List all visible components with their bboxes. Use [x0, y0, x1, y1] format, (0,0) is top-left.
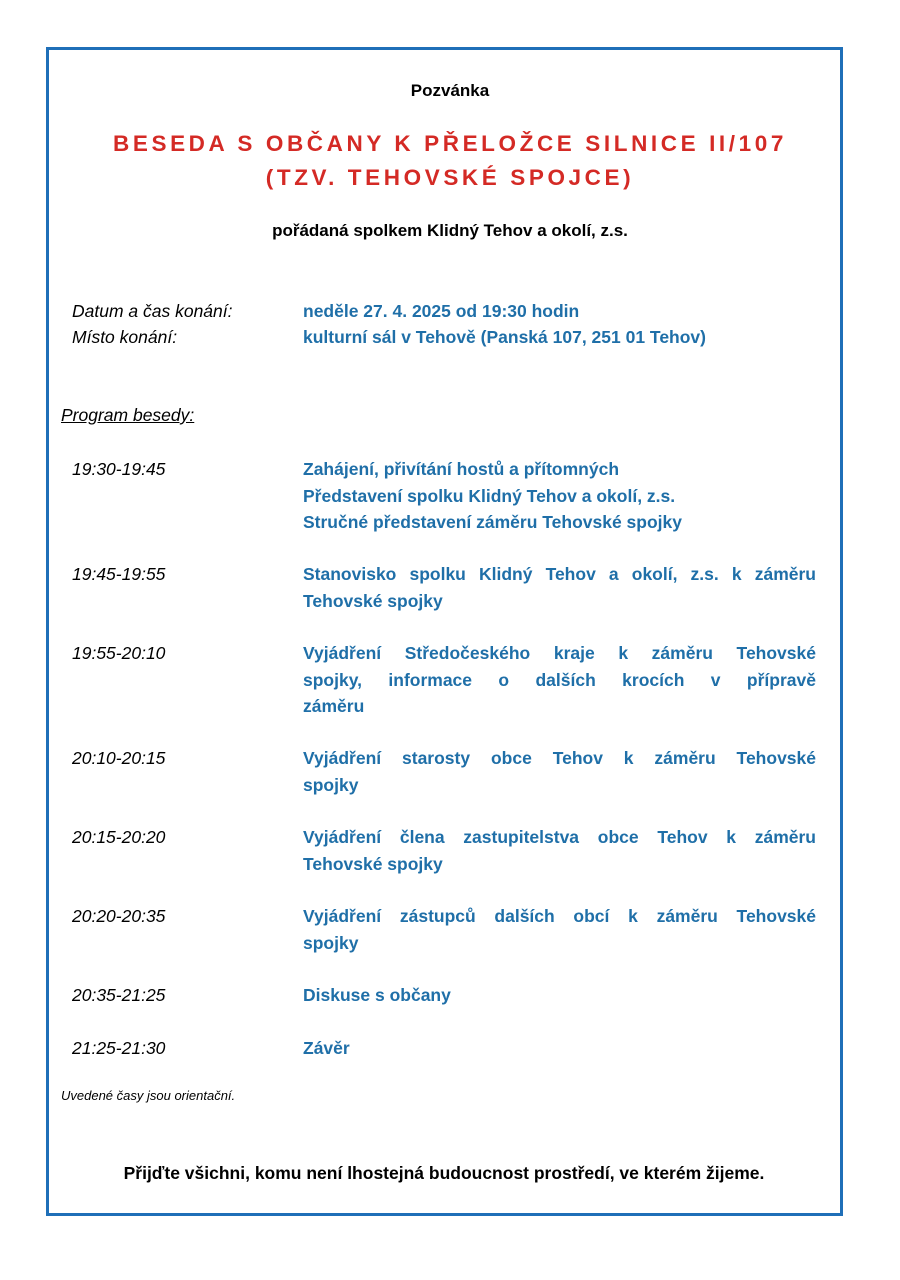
program-time: 20:35-21:25 — [72, 985, 166, 1005]
program-item-line: Vyjádření člena zastupitelstva obce Tehov k záměru — [303, 827, 816, 847]
program-item — [303, 903, 816, 956]
program-time: 20:15-20:20 — [72, 827, 166, 847]
program-item-line: Vyjádření Středočeského kraje k záměru Tehovské — [303, 643, 816, 663]
program-item — [303, 824, 816, 877]
program-item-line: záměru — [303, 696, 365, 716]
program-time: 20:10-20:15 — [72, 748, 166, 768]
program-item-line: Závěr — [303, 1038, 350, 1058]
program-time: 20:20-20:35 — [72, 906, 166, 926]
closing-appeal: Přijďte všichni, komu není lhostejná budoucnost prostředí, ve kterém žijeme. — [123, 1163, 765, 1183]
date-value: neděle 27. 4. 2025 od 19:30 hodin — [303, 301, 580, 321]
timing-note: Uvedené časy jsou orientační. — [61, 1088, 236, 1103]
place-value: kulturní sál v Tehově (Panská 107, 251 01 Tehov) — [303, 327, 706, 347]
program-item — [303, 745, 816, 798]
program-item-line: Představení spolku Klidný Tehov a okolí, z.s. — [303, 485, 676, 506]
program-time: 19:55-20:10 — [72, 643, 166, 663]
program-item-line: spojky, informace o dalších krocích v přípravě — [303, 669, 816, 690]
program-time: 19:45-19:55 — [72, 564, 166, 584]
date-label: Datum a čas konání: — [72, 301, 233, 321]
program-item-line: spojky — [303, 774, 359, 795]
program-item-line: Vyjádření zástupců dalších obcí k záměru Tehovské — [303, 906, 816, 926]
program-item-line: Diskuse s občany — [303, 985, 451, 1005]
invitation-kicker: Pozvánka — [410, 81, 490, 100]
program-item-line: Stručné představení záměru Tehovské spojky — [303, 512, 682, 532]
program-item-line: Vyjádření starosty obce Tehov k záměru Tehovské — [303, 748, 816, 768]
program-item — [303, 982, 816, 1009]
program-time: 19:30-19:45 — [72, 459, 166, 479]
program-item-line: Tehovské spojky — [303, 853, 443, 874]
program-item-line: Zahájení, přivítání hostů a přítomných — [303, 459, 620, 479]
program-item-line: Stanovisko spolku Klidný Tehov a okolí, z.s. k záměru — [303, 564, 816, 584]
event-title-line-2: (TZV. TEHOVSKÉ SPOJCE) — [265, 165, 635, 190]
program-item-line: spojky — [303, 932, 359, 953]
place-label: Místo konání: — [72, 327, 178, 347]
organizer-line: pořádaná spolkem Klidný Tehov a okolí, z.s. — [272, 221, 628, 240]
program-item-line: Tehovské spojky — [303, 590, 443, 611]
program-time: 21:25-21:30 — [72, 1038, 166, 1058]
program-item — [303, 1035, 816, 1062]
program-heading: Program besedy: — [61, 405, 195, 425]
event-title-line-1: BESEDA S OBČANY K PŘELOŽCE SILNICE II/107 — [113, 131, 787, 156]
program-item — [303, 456, 816, 536]
program-item — [303, 561, 816, 614]
program-item — [303, 640, 816, 720]
